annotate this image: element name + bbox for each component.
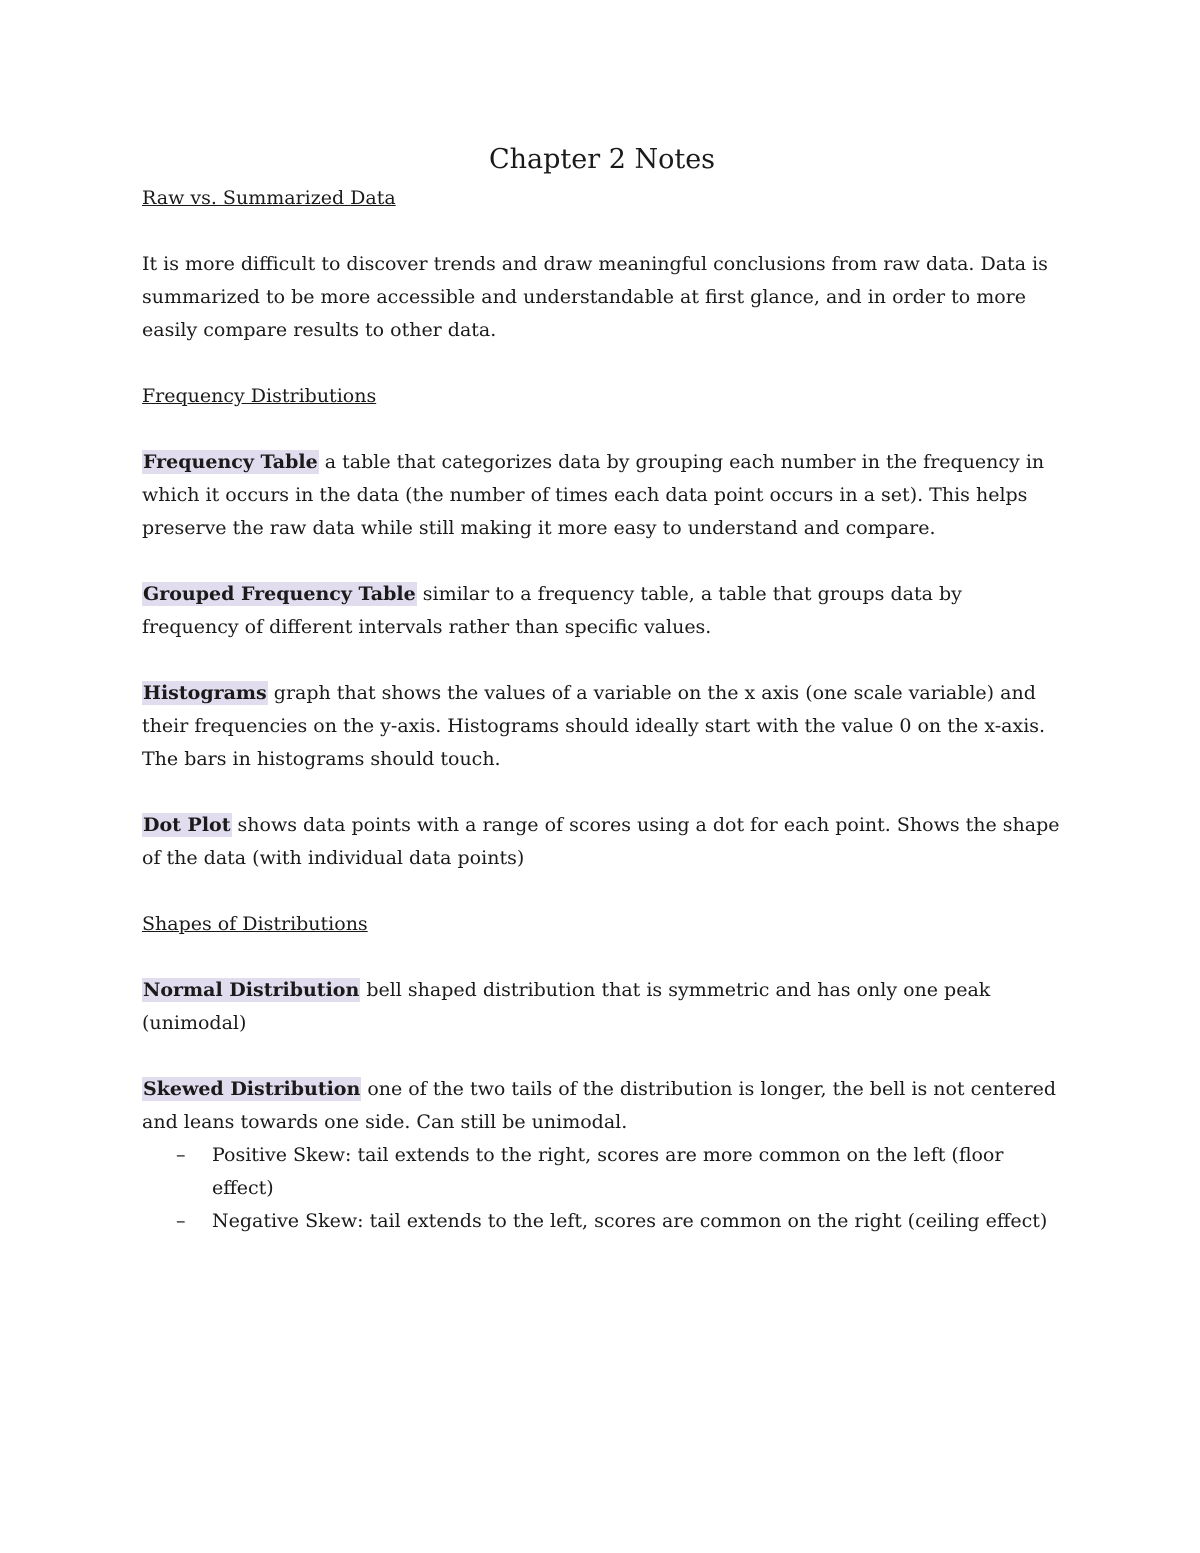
document-page [142, 142, 1062, 1238]
term-histograms: Histograms [143, 682, 267, 704]
definition-text: one of the two tails of the distribution is longer, the bell is not centered and leans towards one side. Can still be unimodal. [142, 1078, 1057, 1133]
raw-data-paragraph: It is more difficult to discover trends and draw meaningful conclusions from raw data. Data is summarized to be more accessible and understandable at first glance, and in order to more easily compare results to other data. [142, 253, 1048, 341]
bullet-text: Negative Skew: tail extends to the left, scores are common on the right (ceiling effect) [212, 1210, 1048, 1232]
bullet-dash: – [176, 1144, 186, 1166]
bullet-dash: – [176, 1210, 186, 1232]
definition-text: a table that categorizes data by grouping each number in the frequency in which it occurs in the data (the number of times each data point occurs in a set). This helps preserve the raw data while still making it more easy to understand and compare. [142, 451, 1045, 539]
definition-text: similar to a frequency table, a table that groups data by frequency of different intervals rather than specific values. [142, 583, 962, 638]
definition-text: bell shaped distribution that is symmetric and has only one peak (unimodal) [142, 979, 991, 1034]
section-heading-raw-vs-summarized: Raw vs. Summarized Data [142, 187, 396, 209]
term-frequency-table: Frequency Table [143, 451, 318, 473]
definition-grouped-frequency-table [142, 578, 1062, 644]
definition-normal-distribution [142, 974, 1062, 1040]
term-normal-distribution: Normal Distribution [143, 979, 360, 1001]
bullet-text: Positive Skew: tail extends to the right, scores are more common on the left (floor effect) [212, 1144, 1004, 1199]
definition-dot-plot [142, 809, 1062, 875]
list-item [176, 1205, 1062, 1238]
definition-histograms [142, 677, 1062, 776]
skew-bullet-list [142, 1139, 1062, 1238]
term-skewed-distribution: Skewed Distribution [143, 1078, 361, 1100]
definition-skewed-distribution [142, 1073, 1062, 1139]
term-grouped-frequency-table: Grouped Frequency Table [143, 583, 416, 605]
definition-frequency-table [142, 446, 1062, 545]
term-dot-plot: Dot Plot [143, 814, 231, 836]
section-heading-shapes-of-distributions: Shapes of Distributions [142, 913, 368, 935]
definition-text: shows data points with a range of scores using a dot for each point. Shows the shape of the data (with individual data points) [142, 814, 1060, 869]
section-heading-frequency-distributions: Frequency Distributions [142, 385, 377, 407]
list-item [176, 1139, 1062, 1205]
definition-text: graph that shows the values of a variable on the x axis (one scale variable) and their frequencies on the y-axis. Histograms should ideally start with the value 0 on the x-axis. The bars in histograms should touch. [142, 682, 1046, 770]
page-title: Chapter 2 Notes [488, 144, 716, 175]
